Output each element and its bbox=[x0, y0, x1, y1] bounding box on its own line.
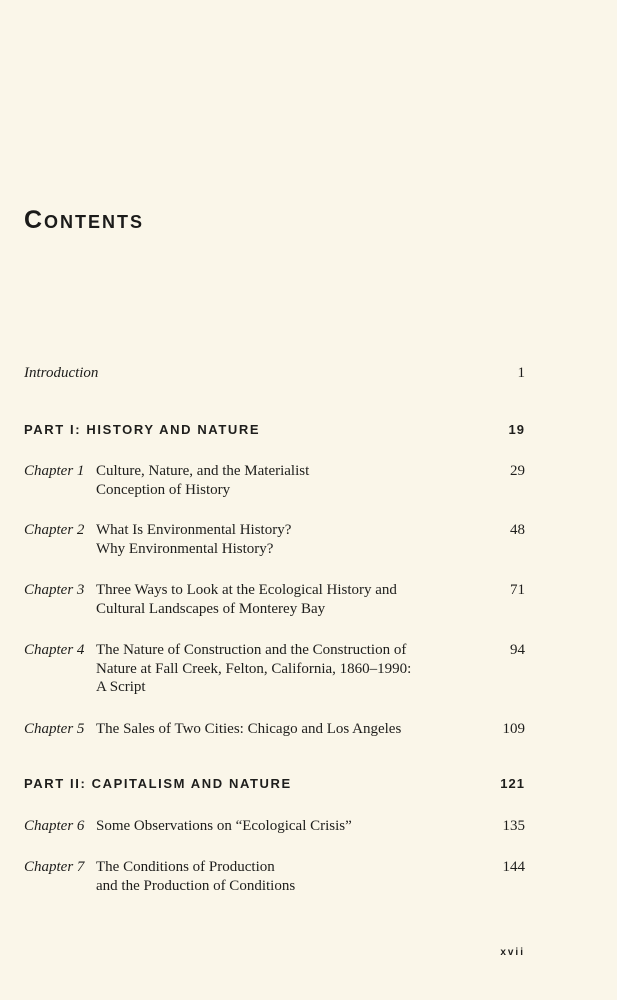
chapter-title bbox=[96, 581, 441, 618]
chapter-title-line: The Sales of Two Cities: Chicago and Los Angeles bbox=[96, 721, 402, 737]
toc-entry-introduction[interactable] bbox=[24, 365, 525, 385]
chapter-title-line: What Is Environmental History? bbox=[96, 522, 292, 538]
page-number: 135 bbox=[502, 818, 525, 834]
toc-part-1[interactable] bbox=[24, 422, 525, 442]
chapter-title-line: Why Environmental History? bbox=[96, 540, 274, 557]
chapter-number: Chapter 4 bbox=[24, 642, 85, 658]
chapter-title-line: Nature at Fall Creek, Felton, California, 1860–1990: bbox=[96, 660, 412, 677]
page-title: Contents bbox=[24, 206, 145, 234]
chapter-title-line: A Script bbox=[96, 679, 146, 695]
chapter-title-line: Three Ways to Look at the Ecological History and bbox=[96, 582, 397, 598]
chapter-title-line: Culture, Nature, and the Materialist bbox=[96, 463, 310, 479]
chapter-title bbox=[96, 720, 441, 739]
toc-part-2[interactable] bbox=[24, 776, 525, 796]
chapter-title-line: The Nature of Construction and the Construction of bbox=[96, 642, 407, 658]
chapter-title bbox=[96, 521, 441, 558]
chapter-title-line: Some Observations on “Ecological Crisis” bbox=[96, 818, 352, 834]
chapter-number: Chapter 2 bbox=[24, 522, 85, 538]
chapter-title bbox=[96, 817, 441, 836]
page-number: 71 bbox=[510, 582, 525, 598]
chapter-number: Chapter 1 bbox=[24, 463, 85, 479]
page-number: 121 bbox=[500, 776, 525, 791]
chapter-number: Chapter 7 bbox=[24, 859, 85, 875]
introduction-label: Introduction bbox=[24, 365, 99, 381]
page-number: 1 bbox=[517, 365, 525, 381]
page-number: 19 bbox=[508, 422, 525, 437]
page-number: 109 bbox=[502, 721, 525, 737]
chapter-title bbox=[96, 462, 441, 499]
part-label: PART I: HISTORY AND NATURE bbox=[24, 422, 261, 437]
chapter-title bbox=[96, 641, 441, 697]
part-label: PART II: CAPITALISM AND NATURE bbox=[24, 776, 292, 791]
chapter-title-line: Cultural Landscapes of Monterey Bay bbox=[96, 600, 326, 617]
chapter-title-line: Conception of History bbox=[96, 481, 231, 498]
chapter-title-line: The Conditions of Production bbox=[96, 859, 275, 875]
page-number: 144 bbox=[502, 859, 525, 875]
folio-page-number: xvii bbox=[500, 947, 525, 958]
page-number: 29 bbox=[510, 463, 525, 479]
chapter-number: Chapter 5 bbox=[24, 721, 85, 737]
page-number: 48 bbox=[510, 522, 525, 538]
chapter-number: Chapter 6 bbox=[24, 818, 85, 834]
page-number: 94 bbox=[510, 642, 525, 658]
chapter-title-line: and the Production of Conditions bbox=[96, 877, 296, 894]
chapter-number: Chapter 3 bbox=[24, 582, 85, 598]
chapter-title bbox=[96, 858, 441, 895]
